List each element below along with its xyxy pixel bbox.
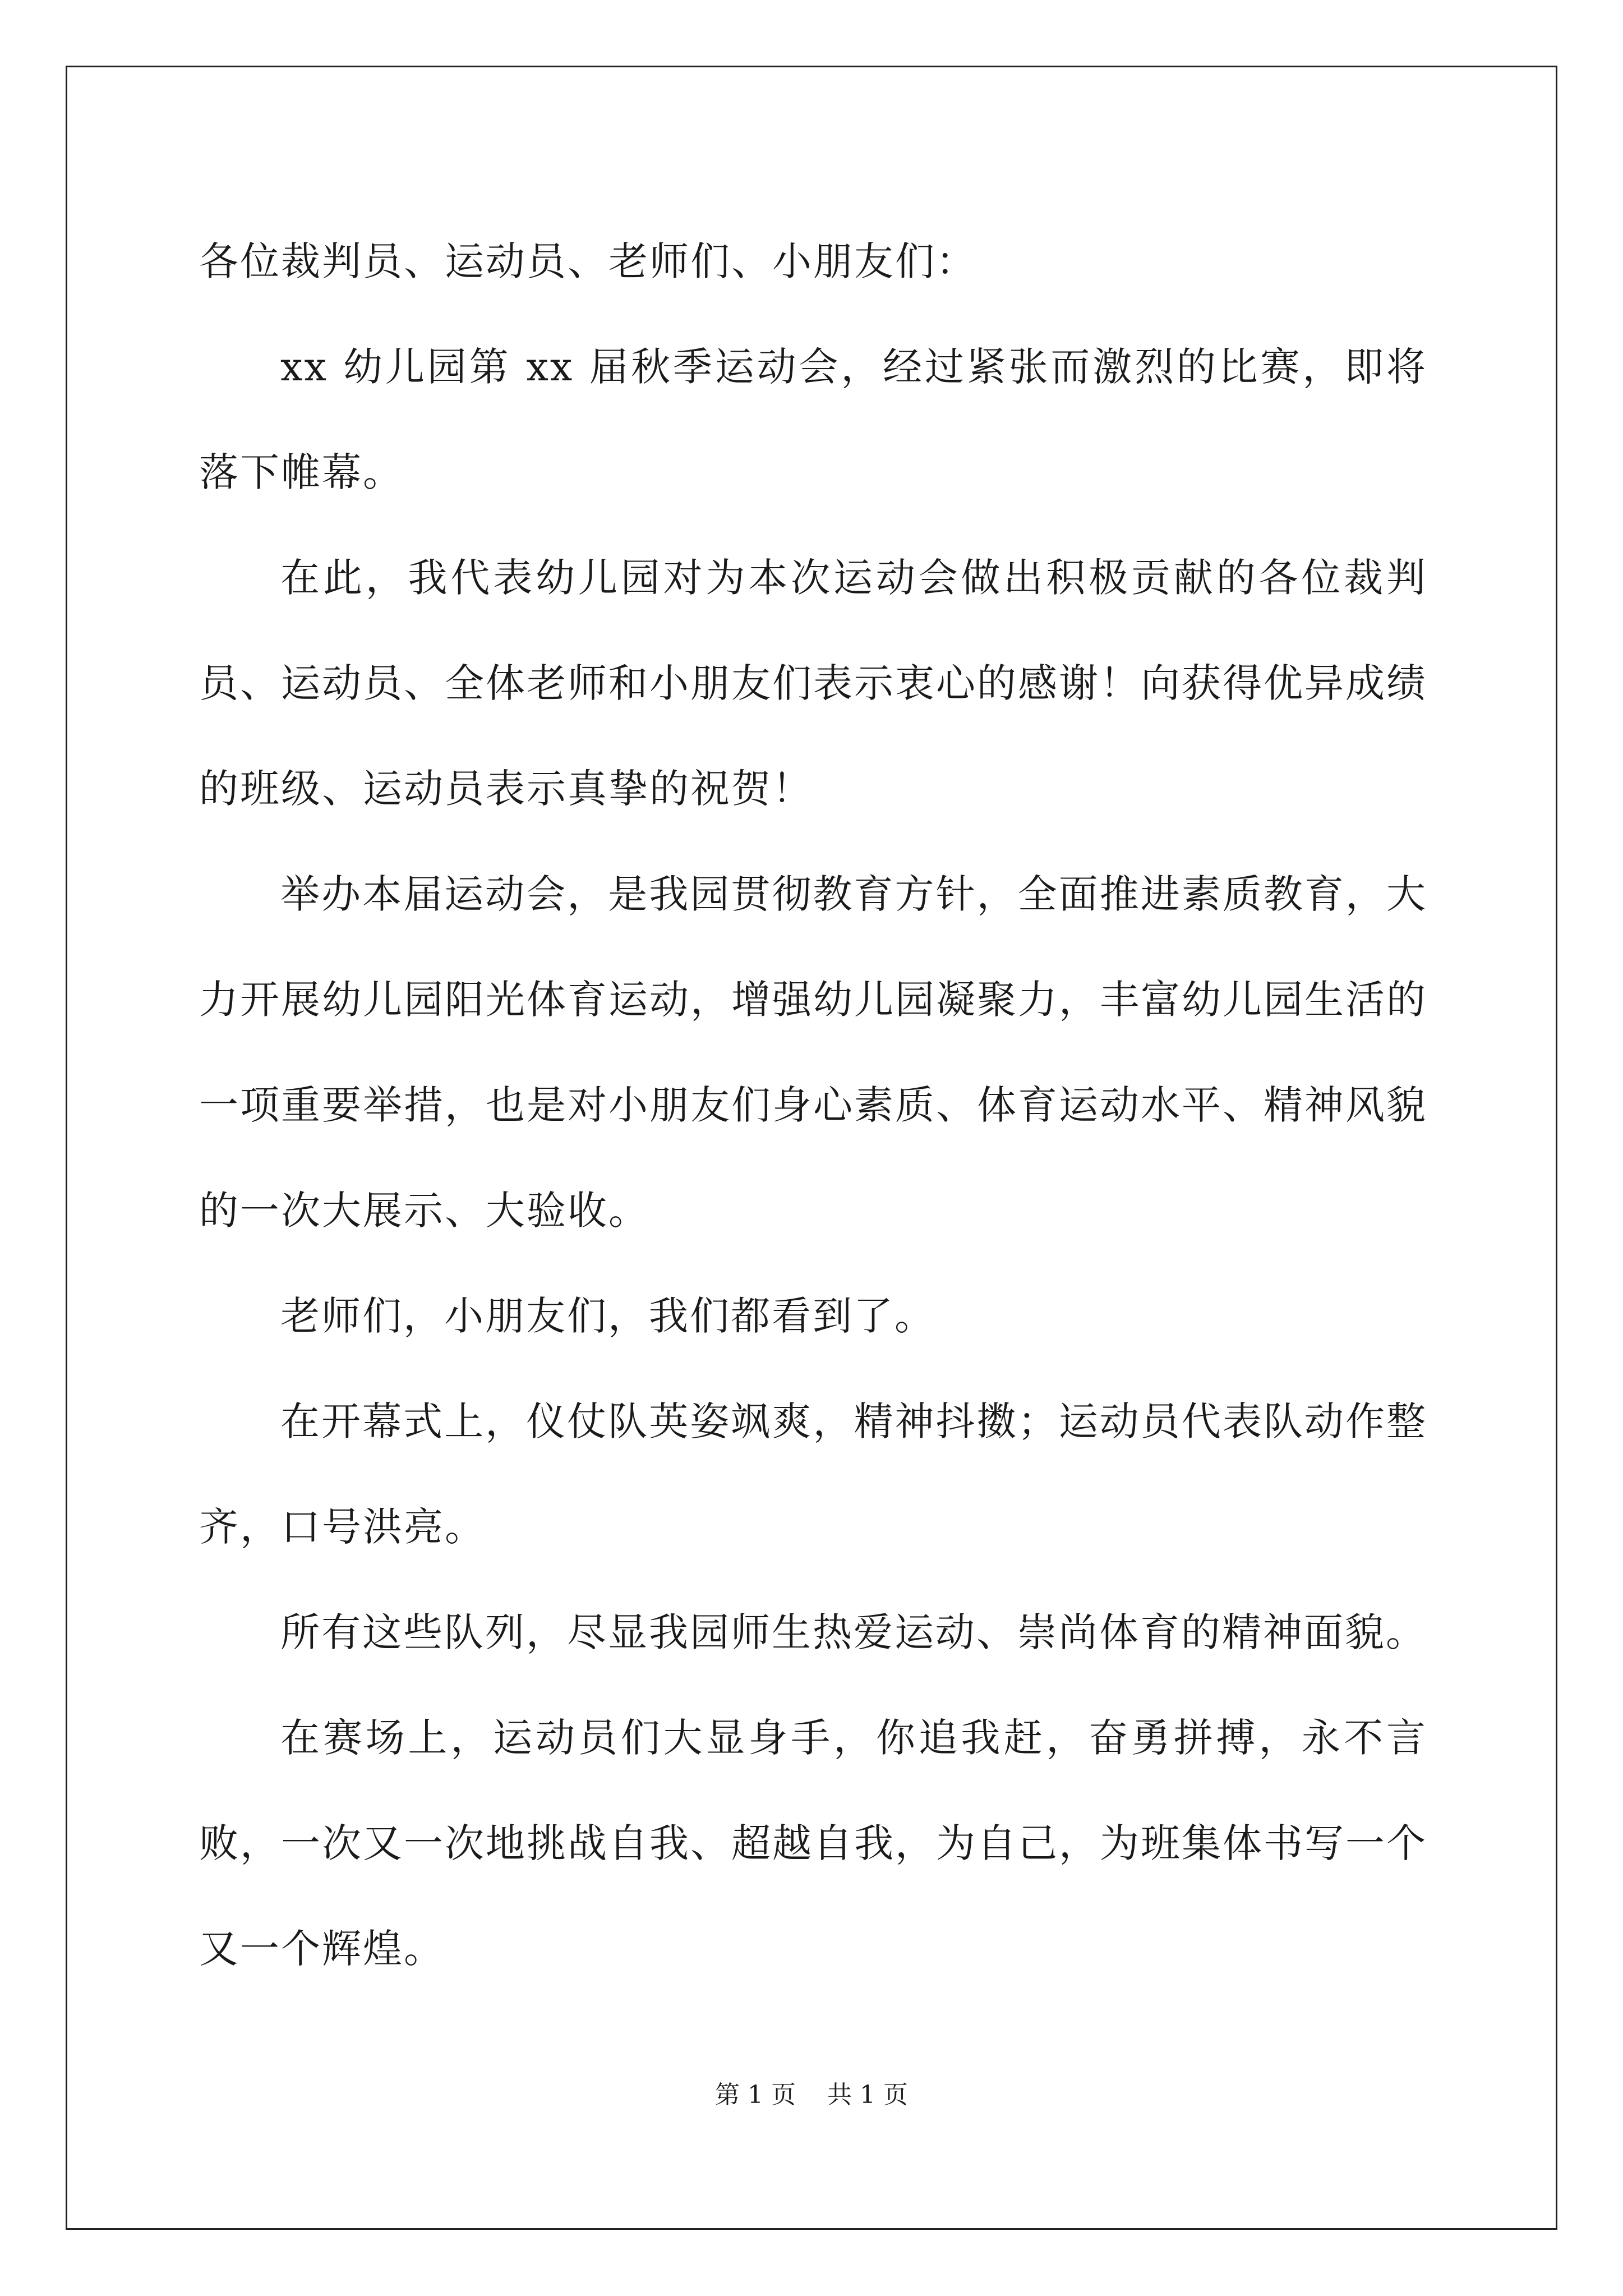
paragraph-3: 举办本届运动会，是我园贯彻教育方针，全面推进素质教育，大力开展幼儿园阳光体育运动，增强幼儿园凝聚力，丰富幼儿园生活的一项重要举措，也是对小朋友们身心素质、体育运动水平、精神风貌的一次大展示、大验收。 [199, 871, 1427, 1234]
paragraph-7: 在赛场上，运动员们大显身手，你追我赶，奋勇拼搏，永不言败，一次又一次地挑战自我、超越自我，为自己，为班集体书写一个又一个辉煌。 [199, 1715, 1427, 1972]
document-body [199, 209, 1427, 2001]
paragraph-5: 在开幕式上，仪仗队英姿飒爽，精神抖擞；运动员代表队动作整齐，口号洪亮。 [199, 1398, 1427, 1550]
page-number: 第 1 页 [715, 2081, 796, 2109]
paragraph-6: 所有这些队列，尽显我园师生热爱运动、崇尚体育的精神面貌。 [280, 1609, 1427, 1655]
footer-spacer [796, 2081, 827, 2109]
salutation: 各位裁判员、运动员、老师们、小朋友们： [199, 238, 977, 284]
page-footer [0, 2078, 1623, 2112]
page-total: 共 1 页 [827, 2081, 908, 2109]
paragraph-2: 在此，我代表幼儿园对为本次运动会做出积极贡献的各位裁判员、运动员、全体老师和小朋友们表示衷心的感谢！向获得优异成绩的班级、运动员表示真挚的祝贺！ [199, 555, 1427, 812]
paragraph-1: xx 幼儿园第 xx 届秋季运动会，经过紧张而激烈的比赛，即将落下帷幕。 [199, 344, 1427, 495]
paragraph-4: 老师们，小朋友们，我们都看到了。 [280, 1293, 935, 1339]
